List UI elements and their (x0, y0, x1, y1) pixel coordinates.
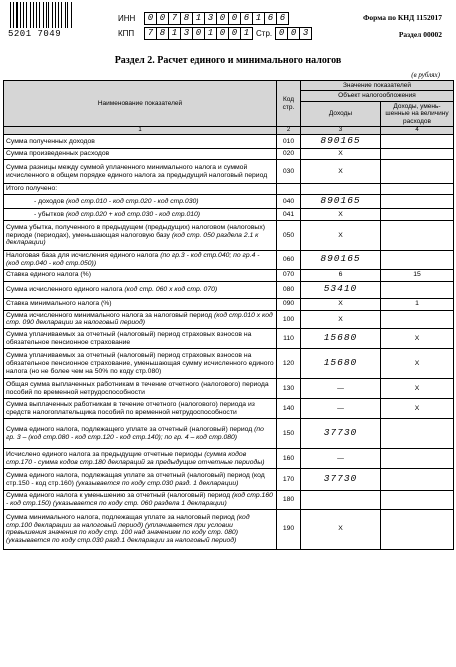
row-name (4, 149, 277, 160)
value-income-minus (381, 149, 454, 160)
tax-table (3, 80, 454, 550)
row-name (4, 469, 277, 491)
row-label: Сумма уплачиваемых за отчетный (налоговый) период страховых взносов на обязательное пенсионное страхование, уменьшающая сумму исчисленного единого налога (но не более чем на 50% по коду стр.080) (6, 352, 274, 375)
row-label: Сумма единого налога, подлежащая уплате за отчетный (налоговый) период (код стр.150 - код стр.160) (6, 471, 265, 487)
digit-cell: 6 (264, 13, 276, 24)
digit-cell: 6 (240, 13, 252, 24)
row-name (4, 184, 277, 195)
row-name (4, 509, 277, 549)
barcode (10, 2, 74, 28)
row-note: (код стр.160 - код стр.150) (указывается по коду стр. 060 раздела 1 декларации) (6, 492, 273, 508)
value-income: 890165 (301, 195, 381, 209)
row-note: (код стр. 050 раздела 2.1 к декларации) (6, 231, 259, 247)
row-code: 090 (277, 298, 301, 310)
row-code: 100 (277, 310, 301, 329)
value-income: X (301, 310, 381, 329)
col-num: 1 (4, 127, 277, 135)
table-row (4, 251, 454, 270)
row-name (4, 135, 277, 149)
value-income-minus: X (381, 349, 454, 379)
row-note: (по гр. 3 – (код стр.080 - код стр.120 - код стр.140); по гр. 4 – код стр.080) (6, 425, 264, 441)
table-row (4, 195, 454, 209)
inn-label: ИНН (118, 14, 136, 23)
digit-cell: 8 (180, 13, 192, 24)
value-income: 15680 (301, 349, 381, 379)
kpp-line (118, 27, 312, 40)
table-row (4, 399, 454, 419)
digit-cell: 0 (216, 13, 228, 24)
row-label: Сумма выплаченных работникам в течение отчетного (налогового) периода из средств налогоплательщика пособий по временной нетрудоспособности (6, 400, 255, 416)
value-income: — (301, 379, 381, 399)
col-num: 4 (381, 127, 454, 135)
table-row (4, 298, 454, 310)
value-income: X (301, 298, 381, 310)
row-label: Сумма убытка, полученного в предыдущем (предыдущих) налоговом (налоговых) периоде (периодах), уменьшающая налоговую базу (6, 223, 265, 239)
table-row (4, 509, 454, 549)
digit-cell: 1 (240, 28, 252, 39)
row-name (4, 329, 277, 349)
form-code: Форма по КНД 1152017 (362, 13, 442, 22)
value-income-minus (381, 135, 454, 149)
digit-cell: 1 (204, 28, 216, 39)
value-income-minus (381, 449, 454, 469)
row-note: (код стр. 060 х код стр. 070) (124, 285, 218, 293)
barcode-number: 5201 7049 (8, 29, 62, 39)
value-income-minus (381, 509, 454, 549)
value-income-minus: 1 (381, 298, 454, 310)
row-label: Сумма минимального налога, подлежащая уплате за налоговый период (6, 513, 235, 521)
row-code: 030 (277, 160, 301, 184)
value-income-minus: 15 (381, 269, 454, 281)
value-income: 37730 (301, 469, 381, 491)
digit-cell: 0 (156, 13, 168, 24)
digit-cell: 6 (276, 13, 288, 24)
row-name (4, 251, 277, 270)
value-income-minus (381, 251, 454, 270)
value-income-minus (381, 184, 454, 195)
value-income-minus (381, 160, 454, 184)
value-income-minus (381, 491, 454, 510)
value-income: X (301, 209, 381, 221)
value-income: — (301, 449, 381, 469)
row-name (4, 399, 277, 419)
row-code: 041 (277, 209, 301, 221)
row-name (4, 209, 277, 221)
row-code: 060 (277, 251, 301, 270)
col-income-header: Доходы (301, 101, 381, 126)
row-name (4, 195, 277, 209)
value-income: X (301, 160, 381, 184)
table-row (4, 184, 454, 195)
row-code: 010 (277, 135, 301, 149)
table-row (4, 209, 454, 221)
row-code: 140 (277, 399, 301, 419)
row-name (4, 419, 277, 449)
page-cells (275, 27, 312, 40)
value-income: X (301, 509, 381, 549)
value-income-minus: X (381, 329, 454, 349)
row-name (4, 349, 277, 379)
value-income-minus: X (381, 379, 454, 399)
table-row (4, 221, 454, 251)
table-row (4, 469, 454, 491)
row-name (4, 160, 277, 184)
value-income-minus (381, 209, 454, 221)
table-row (4, 419, 454, 449)
row-name (4, 269, 277, 281)
row-code: 040 (277, 195, 301, 209)
row-code: 130 (277, 379, 301, 399)
row-note: (код стр.100 декларации за налоговый период) (уплачивается при условии превышения значения по коду стр. 100 над значением по коду стр. 080) (указывается по коду стр.030 разд.1 декларации за налоговый период) (6, 513, 250, 545)
row-note: (по гр.3 - код стр.040; по гр.4 - (код стр.040 - код стр.050)) (6, 252, 260, 267)
value-income-minus (381, 310, 454, 329)
row-label: Исчислено единого налога за предыдущие отчетные периоды (6, 450, 203, 458)
col-values-header: Значение показателей (301, 81, 454, 91)
row-label: Сумма произведенных расходов (6, 150, 110, 158)
value-income-minus (381, 221, 454, 251)
row-label: Сумма исчисленного минимального налога за налоговый период (6, 311, 213, 319)
row-code: 080 (277, 281, 301, 298)
col-income-minus-header: Доходы, умень-шенные на величину расходов (381, 101, 454, 126)
row-label: Сумма единого налога, подлежащего уплате за отчетный (налоговый) период (6, 425, 253, 433)
digit-cell: 0 (216, 28, 228, 39)
row-name (4, 298, 277, 310)
value-income (301, 491, 381, 510)
digit-cell: 1 (192, 13, 204, 24)
row-label: Итого получено: (6, 185, 58, 193)
digit-cell: 0 (192, 28, 204, 39)
row-label: Сумма разницы между суммой уплаченного минимального налога и суммой исчисленного в общем порядке единого налога за предыдущий налоговый период (6, 163, 268, 179)
table-row (4, 310, 454, 329)
table-row (4, 269, 454, 281)
value-income-minus: X (381, 399, 454, 419)
section-code: Раздел 00002 (398, 30, 442, 39)
units-note: (в рублях) (411, 71, 440, 79)
table-row (4, 491, 454, 510)
row-name (4, 281, 277, 298)
row-note: (сумма кодов стр.170 - сумма кодов стр.180 деклараций за предыдущие отчетные периоды) (6, 450, 265, 466)
value-income: 890165 (301, 135, 381, 149)
value-income: — (301, 399, 381, 419)
row-code: 180 (277, 491, 301, 510)
row-note: (код стр.020 + код стр.030 - код стр.010) (65, 210, 201, 218)
row-code: 070 (277, 269, 301, 281)
table-row (4, 349, 454, 379)
table-row (4, 135, 454, 149)
row-name (4, 491, 277, 510)
row-label: Налоговая база для исчисления единого налога (6, 252, 159, 259)
table-row (4, 149, 454, 160)
row-code (277, 184, 301, 195)
value-income-minus (381, 281, 454, 298)
row-label: - доходов (34, 197, 65, 205)
digit-cell: 0 (147, 13, 154, 23)
inn-line (118, 12, 289, 25)
digit-cell: 0 (278, 28, 285, 38)
col-num: 3 (301, 127, 381, 135)
digit-cell: 1 (252, 13, 264, 24)
row-label: Сумма полученных доходов (6, 137, 95, 145)
value-income (301, 184, 381, 195)
table-row (4, 329, 454, 349)
kpp-cells (144, 27, 253, 40)
value-income: 15680 (301, 329, 381, 349)
col-name-header: Наименование показателей (4, 81, 277, 127)
row-code: 050 (277, 221, 301, 251)
digit-cell: 0 (287, 28, 299, 39)
row-code: 020 (277, 149, 301, 160)
row-label: - убытков (34, 210, 64, 218)
page-title: Раздел 2. Расчет единого и минимального налогов (114, 55, 342, 66)
kpp-label: КПП (118, 29, 135, 38)
row-note: (код стр.010 - код стр.020 - код стр.030) (66, 197, 199, 205)
digit-cell: 1 (168, 28, 180, 39)
row-code: 110 (277, 329, 301, 349)
digit-cell: 0 (228, 13, 240, 24)
row-label: Сумма единого налога к уменьшению за отчетный (налоговый) период (6, 492, 231, 500)
table-row (4, 281, 454, 298)
digit-cell: 7 (168, 13, 180, 24)
digit-cell: 3 (180, 28, 192, 39)
inn-cells (144, 12, 289, 25)
value-income: X (301, 149, 381, 160)
row-note: (указывается по коду стр.030 разд. 1 декларации) (75, 479, 239, 487)
col-code-header: Код стр. (277, 81, 301, 127)
value-income: X (301, 221, 381, 251)
row-code: 160 (277, 449, 301, 469)
row-code: 150 (277, 419, 301, 449)
digit-cell: 7 (147, 28, 154, 38)
value-income: 890165 (301, 251, 381, 270)
table-row (4, 379, 454, 399)
row-name (4, 221, 277, 251)
col-num: 2 (277, 127, 301, 135)
row-label: Ставка единого налога (%) (6, 271, 91, 279)
table-row (4, 160, 454, 184)
row-label: Общая сумма выплаченных работникам в течение отчетного (налогового) периода пособий по временной нетрудоспособности (6, 380, 269, 396)
row-label: Сумма уплачиваемых за отчетный (налоговый) период страховых взносов на обязательное пенсионное страхование (6, 330, 252, 346)
value-income-minus (381, 469, 454, 491)
row-code: 120 (277, 349, 301, 379)
row-label: Сумма исчисленного единого налога (6, 285, 123, 293)
row-code: 190 (277, 509, 301, 549)
row-code: 170 (277, 469, 301, 491)
value-income: 53410 (301, 281, 381, 298)
row-note: (код стр.010 х код стр. 090 декларации за налоговый период) (6, 311, 273, 327)
table-row (4, 449, 454, 469)
digit-cell: 3 (299, 28, 311, 39)
value-income: 37730 (301, 419, 381, 449)
digit-cell: 0 (228, 28, 240, 39)
digit-cell: 3 (204, 13, 216, 24)
value-income: 6 (301, 269, 381, 281)
col-object-header: Объект налогообложения (301, 91, 454, 101)
value-income-minus (381, 419, 454, 449)
row-name (4, 310, 277, 329)
row-name (4, 379, 277, 399)
value-income-minus (381, 195, 454, 209)
row-label: Ставка минимального налога (%) (6, 300, 112, 308)
row-name (4, 449, 277, 469)
page-label: Стр. (256, 29, 273, 38)
digit-cell: 8 (156, 28, 168, 39)
